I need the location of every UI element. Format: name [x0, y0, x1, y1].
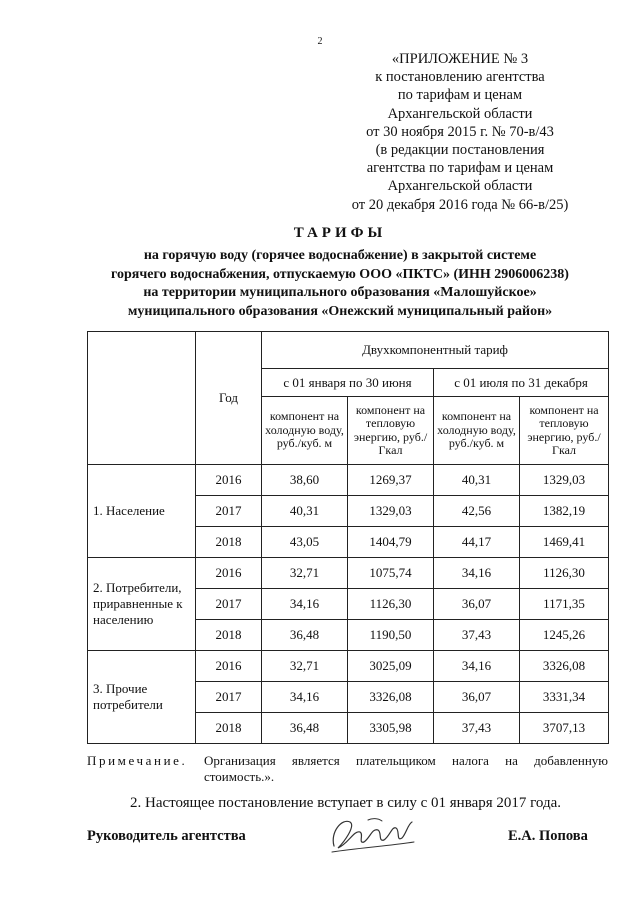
- value-cell: 1269,37: [348, 465, 434, 496]
- value-cell: 36,48: [262, 620, 348, 651]
- value-cell: 32,71: [262, 651, 348, 682]
- value-cell: 3707,13: [520, 713, 609, 744]
- component-header: компонент на тепловую энергию, руб./Гкал: [520, 397, 609, 465]
- value-cell: 40,31: [262, 496, 348, 527]
- value-cell: 1245,26: [520, 620, 609, 651]
- value-cell: 1329,03: [520, 465, 609, 496]
- value-cell: 34,16: [262, 682, 348, 713]
- appendix-line: к постановлению агентства: [375, 69, 545, 86]
- appendix-line: по тарифам и ценам: [397, 87, 523, 104]
- value-cell: 34,16: [262, 589, 348, 620]
- value-cell: 3305,98: [348, 713, 434, 744]
- appendix-line: «ПРИЛОЖЕНИЕ № 3: [391, 51, 529, 67]
- year-cell: 2016: [196, 651, 262, 682]
- year-cell: 2018: [196, 527, 262, 558]
- value-cell: 34,16: [434, 558, 520, 589]
- year-cell: 2018: [196, 713, 262, 744]
- year-header: Год: [196, 332, 262, 465]
- value-cell: 44,17: [434, 527, 520, 558]
- signatory-role: Руководитель агентства: [87, 828, 246, 844]
- note-text-continuation: стоимость.».: [204, 769, 275, 784]
- year-cell: 2016: [196, 465, 262, 496]
- value-cell: 1404,79: [348, 527, 434, 558]
- title-line: на территории муниципального образования «Малошуйское»: [143, 285, 537, 300]
- category-header-cell: [88, 332, 196, 465]
- title-line: на горячую воду (горячее водоснабжение) в закрытой системе: [143, 248, 537, 263]
- tariff-table: [87, 331, 609, 744]
- year-cell: 2017: [196, 682, 262, 713]
- appendix-header: [330, 50, 590, 214]
- table-row: [88, 465, 609, 496]
- value-cell: 1329,03: [348, 496, 434, 527]
- document-title: [60, 225, 620, 321]
- signatory-name: Е.А. Попова: [508, 828, 588, 844]
- value-cell: 40,31: [434, 465, 520, 496]
- value-cell: 42,56: [434, 496, 520, 527]
- value-cell: 1126,30: [348, 589, 434, 620]
- title-line: муниципального образования «Онежский муниципальный район»: [127, 303, 553, 319]
- appendix-line: от 20 декабря 2016 года № 66-в/25): [351, 196, 569, 213]
- table-row: [88, 651, 609, 682]
- value-cell: 3331,34: [520, 682, 609, 713]
- appendix-line: Архангельской области: [387, 105, 533, 122]
- value-cell: 36,48: [262, 713, 348, 744]
- component-header: компонент на тепловую энергию, руб./Гкал: [348, 397, 434, 465]
- year-cell: 2018: [196, 620, 262, 651]
- appendix-line: Архангельской области: [387, 178, 533, 195]
- appendix-line: от 30 ноября 2015 г. № 70-в/43: [366, 123, 554, 140]
- title-main: ТАРИФЫ: [293, 225, 387, 241]
- value-cell: 1190,50: [348, 620, 434, 651]
- tariff-header: Двухкомпонентный тариф: [262, 332, 609, 369]
- value-cell: 1075,74: [348, 558, 434, 589]
- appendix-line: (в редакции постановления: [375, 142, 545, 159]
- note-label: Примечание.: [87, 753, 188, 768]
- component-header: компонент на холодную воду, руб./куб. м: [434, 397, 520, 465]
- year-cell: 2016: [196, 558, 262, 589]
- value-cell: 3025,09: [348, 651, 434, 682]
- category-label: 2. Потребители, приравненные к населению: [88, 558, 196, 651]
- appendix-line: агентства по тарифам и ценам: [366, 160, 554, 177]
- value-cell: 3326,08: [520, 651, 609, 682]
- note-text: Организация является плательщиком налога на добавленную: [204, 753, 608, 768]
- value-cell: 1469,41: [520, 527, 609, 558]
- period-header: с 01 июля по 31 декабря: [434, 369, 609, 397]
- value-cell: 38,60: [262, 465, 348, 496]
- table-header-row: [88, 332, 609, 369]
- year-cell: 2017: [196, 496, 262, 527]
- value-cell: 1171,35: [520, 589, 609, 620]
- effective-date-paragraph: 2. Настоящее постановление вступает в силу с 01 января 2017 года.: [130, 795, 562, 811]
- value-cell: 36,07: [434, 682, 520, 713]
- page-number: 2: [317, 36, 323, 47]
- table-row: [88, 558, 609, 589]
- value-cell: 36,07: [434, 589, 520, 620]
- value-cell: 34,16: [434, 651, 520, 682]
- category-label: 3. Прочие потребители: [88, 651, 196, 744]
- value-cell: 32,71: [262, 558, 348, 589]
- year-cell: 2017: [196, 589, 262, 620]
- value-cell: 1126,30: [520, 558, 609, 589]
- value-cell: 1382,19: [520, 496, 609, 527]
- handwritten-signature: [328, 812, 418, 858]
- value-cell: 37,43: [434, 620, 520, 651]
- value-cell: 43,05: [262, 527, 348, 558]
- period-header: с 01 января по 30 июня: [262, 369, 434, 397]
- category-label: 1. Население: [88, 465, 196, 558]
- component-header: компонент на холодную воду, руб./куб. м: [262, 397, 348, 465]
- value-cell: 3326,08: [348, 682, 434, 713]
- value-cell: 37,43: [434, 713, 520, 744]
- title-line: горячего водоснабжения, отпускаемую ООО «ПКТС» (ИНН 2906006238): [111, 266, 569, 282]
